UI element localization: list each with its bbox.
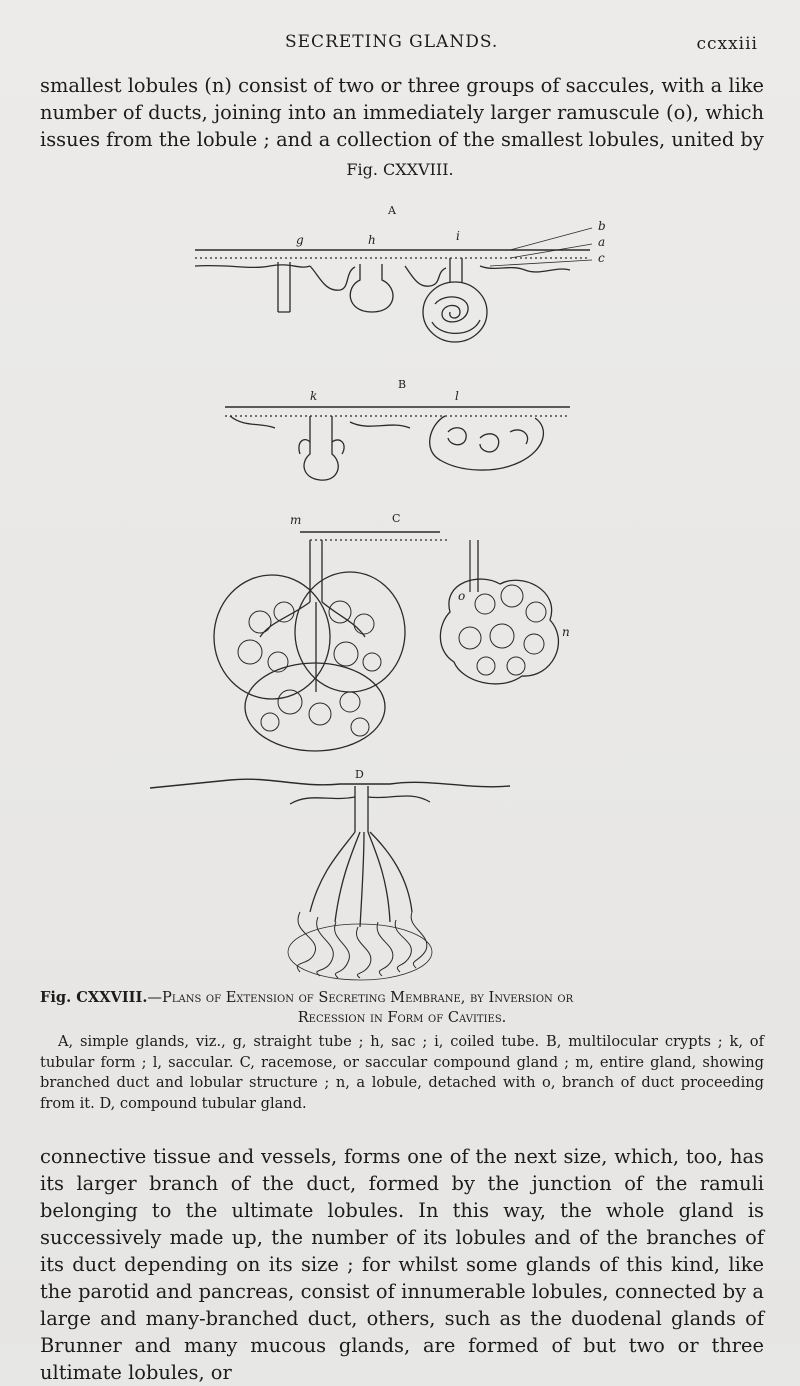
label-o: o — [458, 589, 466, 603]
panel-d-compound-tubular-gland — [150, 768, 510, 980]
label-b-small: b — [598, 219, 606, 233]
label-k: k — [310, 389, 318, 403]
label-m: m — [290, 513, 302, 527]
figure-caption-heading — [40, 988, 764, 1028]
label-h: h — [368, 233, 376, 247]
label-l: l — [455, 389, 459, 403]
figure-illustration — [150, 192, 650, 982]
caption-title-line1: —Plans of Extension of Secreting Membrane, by Inversion or — [147, 989, 574, 1006]
caption-fig-id: Fig. CXXVIII. — [40, 989, 148, 1006]
body-paragraph-bottom: connective tissue and vessels, forms one of the next size, which, too, has its larger branch of the duct, formed by the junction of the ramuli belonging to the ultimate lobules. In this way, the whole gland is successively made up, the number of its lobules and of the branches of its duct depending on its size ; for whilst some glands of this kind, like the parotid and pancreas, consist of innumerable lobules, connected by a large and many-branched duct, others, such as the duodenal glands of Brunner and many mucous glands, are formed of but two or three ultimate lobules, or — [40, 1145, 764, 1384]
label-panel-b: B — [398, 378, 407, 391]
panel-b-multilocular-crypts — [225, 378, 570, 480]
panel-a-simple-glands — [195, 204, 606, 342]
body-paragraph-top: smallest lobules (n) consist of two or three groups of saccules, with a like number of ducts, joining into an immediately larger ramuscule (o), which issues from the lobule ; and a collection of the smallest lobules, united by — [40, 74, 764, 151]
label-g: g — [296, 233, 304, 247]
caption-title-line2: Recession in Form of Cavities. — [297, 1009, 507, 1026]
label-i: i — [456, 229, 460, 243]
label-n: n — [562, 625, 570, 639]
figure-title: Fig. CXXVIII. — [346, 160, 454, 179]
label-panel-a: A — [388, 204, 396, 217]
running-title: SECRETING GLANDS. — [285, 32, 499, 52]
page-number: ccxxiii — [696, 34, 758, 54]
label-panel-c: C — [392, 512, 401, 525]
figure-caption-body: A, simple glands, viz., g, straight tube ; h, sac ; i, coiled tube. B, multilocular crypts ; k, of tubular form ; l, saccular. C, racemose, or saccular compound gland ; m, entire gland, showing branched duct and lobular structure ; n, a lobule, detached with o, branch of duct proceeding from it. D, compound tubular gland. — [40, 1033, 764, 1112]
running-head — [0, 32, 800, 56]
panel-c-racemose-gland — [214, 512, 570, 751]
label-panel-d: D — [355, 768, 364, 781]
label-a-small: a — [598, 235, 606, 249]
label-c-small: c — [598, 251, 605, 265]
gland-diagram — [150, 192, 650, 982]
